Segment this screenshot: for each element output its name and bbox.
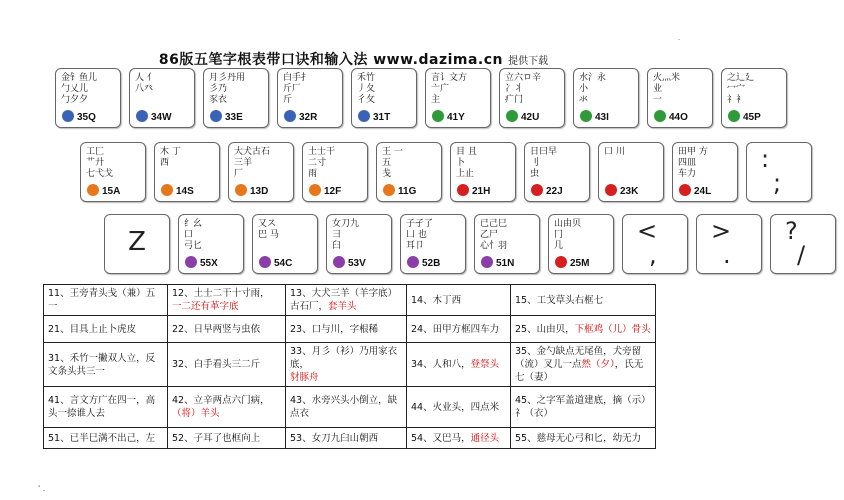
- key-roots: 又ス 巴 马: [258, 219, 279, 240]
- key-31t[interactable]: [351, 68, 417, 128]
- table-cell: [407, 285, 511, 316]
- key-code: 31T: [373, 112, 391, 123]
- zone-badge-icon: [457, 184, 469, 196]
- key-code: 54C: [274, 258, 293, 269]
- key-base-symbol: /: [797, 241, 806, 269]
- key-25m[interactable]: [548, 214, 614, 274]
- key-52b[interactable]: [400, 214, 466, 274]
- key-33e[interactable]: [203, 68, 269, 128]
- key-21h[interactable]: [450, 142, 516, 202]
- key-code: 52B: [422, 258, 441, 269]
- cell-text: 14、木丁西: [411, 294, 462, 306]
- table-cell: [44, 316, 168, 343]
- cell-highlight: （将）羊头: [172, 408, 220, 419]
- key-code: 12F: [324, 186, 342, 197]
- key-code: 55X: [200, 258, 218, 269]
- key-43i[interactable]: [573, 68, 639, 128]
- table-cell: [407, 316, 511, 343]
- cell-text: 35、金勺缺点无尾鱼，犬旁留（流）叉儿一点: [515, 346, 642, 370]
- key-row-2: [80, 142, 820, 202]
- key-code: 14S: [176, 186, 194, 197]
- table-cell: [511, 343, 656, 387]
- key-roots: 立六ロ辛 冫丬 疒门: [505, 73, 542, 105]
- key-44o[interactable]: [647, 68, 713, 128]
- key-24l[interactable]: [672, 142, 738, 202]
- table-cell: [286, 343, 407, 387]
- key-base-symbol: ;: [773, 169, 782, 197]
- key-roots: 金钅鱼儿 勹乂儿 勹夕夕: [61, 73, 98, 105]
- key-22j[interactable]: [524, 142, 590, 202]
- table-cell: [511, 316, 656, 343]
- table-row: [44, 316, 656, 343]
- zone-badge-icon: [580, 110, 592, 122]
- zone-badge-icon: [210, 110, 222, 122]
- cell-text: 13、大犬三羊（羊字底）古石厂，: [290, 288, 398, 312]
- cell-text: 礻（衣）: [515, 408, 554, 419]
- cell-text: （示）: [622, 395, 651, 406]
- page-title-suffix: 提供下载: [508, 56, 549, 67]
- cell-highlight: 套羊头: [328, 301, 357, 312]
- key-code: 23K: [620, 186, 639, 197]
- zone-badge-icon: [284, 110, 296, 122]
- zone-badge-icon: [407, 256, 419, 268]
- cell-highlight: 豺豚舟: [290, 372, 319, 383]
- table-cell: [286, 428, 407, 449]
- zone-badge-icon: [531, 184, 543, 196]
- key-code: 22J: [546, 186, 563, 197]
- cell-text: 53、女刀九臼山朝西: [290, 432, 379, 444]
- mnemonic-table: [43, 284, 656, 449]
- cell-text: 25、山由贝，: [515, 323, 575, 335]
- cell-text: 43、水旁兴头小倒立，缺点衣: [290, 395, 398, 419]
- key-shift-symbol: >: [711, 217, 732, 245]
- page-title-row: [0, 49, 707, 69]
- key-32r[interactable]: [277, 68, 343, 128]
- key-55x[interactable]: [178, 214, 244, 274]
- zone-badge-icon: [235, 184, 247, 196]
- zone-badge-icon: [259, 256, 271, 268]
- key-roots: 女刀九 彐 臼: [332, 219, 360, 251]
- cell-text: 21、目具上止卜虎皮: [48, 323, 137, 335]
- cell-highlight: 登祭头: [470, 359, 500, 370]
- key-roots: 王 一 五 戋: [382, 147, 403, 179]
- key-code: 51N: [496, 258, 515, 269]
- corner-mark: -: [678, 36, 681, 43]
- key-code: 53V: [348, 258, 366, 269]
- table-cell: [168, 316, 286, 343]
- table-cell: [168, 343, 286, 387]
- zone-badge-icon: [728, 110, 740, 122]
- key-roots: 口 川: [604, 147, 625, 157]
- cell-text: 42、立辛两点六门病，: [172, 395, 270, 406]
- zone-badge-icon: [62, 110, 74, 122]
- key-roots: 山由贝 冂 几: [554, 219, 582, 251]
- key-code: 41Y: [447, 112, 465, 123]
- cell-highlight: 下框鸡（儿）骨头: [574, 323, 651, 335]
- key-roots: 纟幺 口 弓匕: [184, 219, 203, 251]
- zone-badge-icon: [383, 184, 395, 196]
- key-row-3: [104, 214, 844, 274]
- key-base-symbol: ,: [649, 241, 657, 269]
- key-code: 35Q: [77, 112, 96, 123]
- key-roots: 已己巳 乙尸 心忄羽: [480, 219, 508, 251]
- key-35q[interactable]: [55, 68, 121, 128]
- key-semicolon[interactable]: [746, 142, 812, 202]
- zone-badge-icon: [333, 256, 345, 268]
- key-23k[interactable]: [598, 142, 664, 202]
- cell-text: 41、言文方广在四一，高头一捺谁人去: [48, 395, 156, 419]
- key-roots: 大犬古石 三羊 厂: [234, 147, 271, 179]
- key-code: 24L: [694, 186, 712, 197]
- table-cell: [407, 387, 511, 428]
- key-row-1: [55, 68, 795, 128]
- zone-badge-icon: [87, 184, 99, 196]
- zone-badge-icon: [432, 110, 444, 122]
- key-code: 33E: [225, 112, 243, 123]
- cell-text: 54、又巴马，: [411, 432, 471, 444]
- table-cell: [407, 343, 511, 387]
- key-12f[interactable]: [302, 142, 368, 202]
- table-cell: [286, 387, 407, 428]
- key-code: 45P: [743, 112, 761, 123]
- cell-text: 32、白手看头三二斤: [172, 359, 261, 370]
- key-roots: 木 丁 西: [160, 147, 181, 168]
- table-row: [44, 343, 656, 387]
- key-13d[interactable]: [228, 142, 294, 202]
- zone-badge-icon: [679, 184, 691, 196]
- cell-text: 33、月彡（衫）乃用家衣底，: [290, 346, 398, 370]
- zone-badge-icon: [161, 184, 173, 196]
- key-14s[interactable]: [154, 142, 220, 202]
- key-42u[interactable]: [499, 68, 565, 128]
- table-cell: [407, 428, 511, 449]
- cell-text: 11、王旁青头戋（兼）五一: [48, 288, 156, 312]
- cell-text: 52、子耳了也框向上: [172, 432, 261, 444]
- table-cell: [286, 316, 407, 343]
- table-cell: [44, 387, 168, 428]
- key-code: 42U: [521, 112, 540, 123]
- cell-text: ，氏无七（妻）: [515, 359, 644, 383]
- key-roots: 土士干 二寸 雨: [308, 147, 336, 179]
- cell-text: 24、田甲方框四车力: [411, 323, 500, 335]
- key-roots: 言讠文方 亠广 主: [431, 73, 468, 105]
- cell-text: 44、火业头，四点米: [411, 401, 500, 413]
- cell-text: 51、已半巳满不出己，左: [48, 432, 156, 444]
- table-cell: [168, 285, 286, 316]
- table-cell: [44, 343, 168, 387]
- cell-text: 22、日早两竖与虫依: [172, 323, 261, 335]
- key-base-symbol: .: [723, 241, 731, 269]
- footer-mark: ' .: [38, 484, 46, 493]
- key-code: 11G: [398, 186, 417, 197]
- key-period[interactable]: [696, 214, 762, 274]
- key-shift-symbol: :: [761, 145, 770, 173]
- key-roots: 火灬米 业 一: [653, 73, 681, 105]
- key-roots: 禾竹 丿夂 彳攵: [357, 73, 376, 105]
- key-45p[interactable]: [721, 68, 787, 128]
- cell-text: 45、之字军盖道建底，摘: [515, 395, 623, 406]
- key-roots: 月彡丹用 彡乃 豕衣: [209, 73, 246, 105]
- key-code: 13D: [250, 186, 269, 197]
- zone-badge-icon: [506, 110, 518, 122]
- key-comma[interactable]: [622, 214, 688, 274]
- key-roots: 之辶廴 冖宀 礻衤: [727, 73, 755, 105]
- key-shift-symbol: <: [637, 217, 658, 245]
- key-z[interactable]: [104, 214, 170, 274]
- cell-text: 15、工戈草头右框七: [515, 294, 604, 306]
- key-code: 43I: [595, 112, 609, 123]
- key-code: 15A: [102, 186, 121, 197]
- key-roots: 子孑了 凵 也 耳卩: [406, 219, 434, 251]
- table-row: [44, 428, 656, 449]
- key-shift-symbol: ?: [785, 217, 798, 245]
- zone-badge-icon: [309, 184, 321, 196]
- key-code: 44O: [669, 112, 688, 123]
- zone-badge-icon: [654, 110, 666, 122]
- table-cell: [511, 387, 656, 428]
- table-cell: [44, 285, 168, 316]
- key-roots: 工匚 艹廾 七弋戈: [86, 147, 114, 179]
- key-roots: 水氵永 小 氺: [579, 73, 607, 105]
- table-cell: [168, 428, 286, 449]
- page-title: 86版五笔字根表带口诀和输入法 www.dazima.cn: [158, 52, 504, 68]
- cell-text: 55、慈母无心弓和匕，幼无力: [515, 432, 642, 444]
- key-slash[interactable]: [770, 214, 836, 274]
- key-roots: 田甲 方 四皿 车力: [678, 147, 708, 179]
- cell-text: 31、禾竹一撇双人立，反文条头共三一: [48, 352, 156, 377]
- zone-badge-icon: [481, 256, 493, 268]
- key-roots: 目 且 卜 上止: [456, 147, 477, 179]
- key-roots: 日曰早 刂 虫: [530, 147, 558, 179]
- zone-badge-icon: [136, 110, 148, 122]
- key-code: 32R: [299, 112, 318, 123]
- key-code: 34W: [151, 112, 172, 123]
- zone-badge-icon: [185, 256, 197, 268]
- cell-text: 34、人和八，: [411, 359, 471, 370]
- zone-badge-icon: [358, 110, 370, 122]
- key-code: 25M: [570, 258, 590, 269]
- key-54c[interactable]: [252, 214, 318, 274]
- table-cell: [286, 285, 407, 316]
- table-cell: [511, 285, 656, 316]
- key-15a[interactable]: [80, 142, 146, 202]
- key-34w[interactable]: [129, 68, 195, 128]
- key-53v[interactable]: [326, 214, 392, 274]
- cell-text: 12、土士二干十寸雨，: [172, 288, 270, 299]
- cell-highlight: 通径头: [470, 432, 500, 444]
- key-code: 21H: [472, 186, 491, 197]
- key-51n[interactable]: [474, 214, 540, 274]
- table-cell: [168, 387, 286, 428]
- table-row: [44, 387, 656, 428]
- table-cell: [511, 428, 656, 449]
- key-41y[interactable]: [425, 68, 491, 128]
- key-roots: 人 亻 八癶: [135, 73, 156, 94]
- table-row: [44, 285, 656, 316]
- cell-text: 23、口与川，字根稀: [290, 323, 379, 335]
- zone-badge-icon: [555, 256, 567, 268]
- cell-highlight: 一二还有革字底: [172, 301, 239, 312]
- key-11g[interactable]: [376, 142, 442, 202]
- key-letter: Z: [128, 227, 146, 257]
- zone-badge-icon: [605, 184, 617, 196]
- key-roots: 白手扌 斤厂 斤: [283, 73, 311, 105]
- table-cell: [44, 428, 168, 449]
- cell-highlight: 然（夕）: [581, 359, 615, 370]
